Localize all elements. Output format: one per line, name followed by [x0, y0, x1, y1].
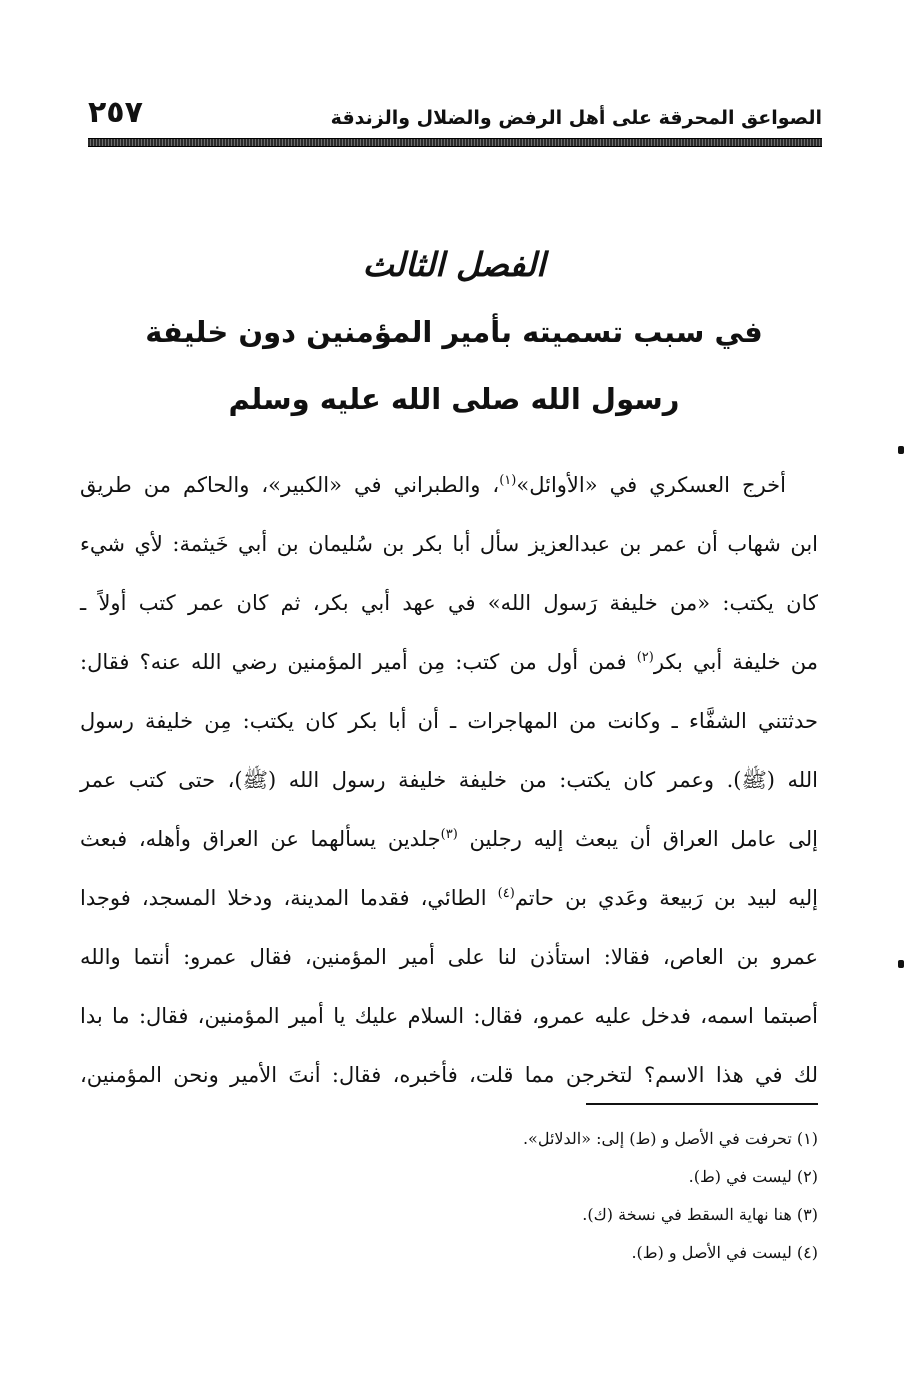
footnote-ref: (٢) [636, 650, 654, 665]
footnote: (١) تحرفت في الأصل و (ط) إلى: «الدلائل». [522, 1129, 818, 1148]
margin-mark [898, 446, 904, 454]
chapter-title-line-2: رسول الله صلى الله عليه وسلم [228, 382, 680, 416]
running-title: الصواعق المحرقة على أهل الرفض والضلال والزندقة [330, 107, 822, 129]
page-number: ٢٥٧ [88, 95, 143, 130]
body-line: إليه لبيد بن رَبيعة وعَدي بن حاتم$^{(٤)}$ الطائي، فقدما المدينة، ودخلا المسجد، فوجدا [80, 886, 818, 910]
body-line: إلى عامل العراق أن يبعث إليه رجلين $^{(٣)}$جلدين يسألهما عن العراق وأهله، فبعث [80, 827, 818, 851]
body-line: حدثتني الشفَّاء ـ وكانت من المهاجرات ـ أن أبا بكر كان يكتب: مِن خليفة رسول [80, 709, 818, 733]
body-line: عمرو بن العاص، فقالا: استأذن لنا على أمير المؤمنين، فقال عمرو: أنتما والله [80, 945, 818, 969]
body-line: أصبتما اسمه، فدخل عليه عمرو، فقال: السلام عليك يا أمير المؤمنين، فقال: ما بدا [80, 1004, 818, 1028]
body-line: ابن شهاب أن عمر بن عبدالعزيز سأل أبا بكر بن سُليمان بن أبي خَيثمة: لأي شيء [80, 532, 818, 556]
body-text [80, 462, 818, 1111]
body-line: الله (ﷺ). وعمر كان يكتب: من خليفة خليفة رسول الله (ﷺ)، حتى كتب عمر [80, 768, 818, 792]
footnote-ref: (٤) [497, 886, 515, 901]
margin-mark [898, 960, 904, 968]
footnote: (٤) ليست في الأصل و (ط). [631, 1243, 818, 1262]
chapter-number: الفصل الثالث [362, 245, 546, 284]
body-line: من خليفة أبي بكر$^{(٢)}$ فمن أول من كتب: مِن أمير المؤمنين رضي الله عنه؟ فقال: [80, 650, 818, 674]
footnotes [300, 1124, 818, 1276]
footnote-ref: (١) [499, 473, 517, 488]
footnote: (٣) هنا نهاية السقط في نسخة (ك). [582, 1205, 818, 1224]
running-header [88, 88, 822, 128]
header-rule [88, 138, 822, 147]
footnote-separator [586, 1103, 818, 1105]
chapter-title-line-1: في سبب تسميته بأمير المؤمنين دون خليفة [145, 315, 763, 349]
body-line: أخرج العسكري في «الأوائل»$^{(١)}$، والطبراني في «الكبير»، والحاكم من طريق [80, 473, 786, 497]
footnote-ref: (٣) [440, 827, 458, 842]
body-line: لك في هذا الاسم؟ لتخرجن مما قلت، فأخبره، فقال: أنتَ الأمير ونحن المؤمنين، [80, 1063, 818, 1087]
body-line: كان يكتب: «من خليفة رَسول الله» في عهد أبي بكر، ثم كان عمر كتب أولاً ـ [80, 591, 818, 615]
footnote: (٢) ليست في (ط). [688, 1167, 818, 1186]
